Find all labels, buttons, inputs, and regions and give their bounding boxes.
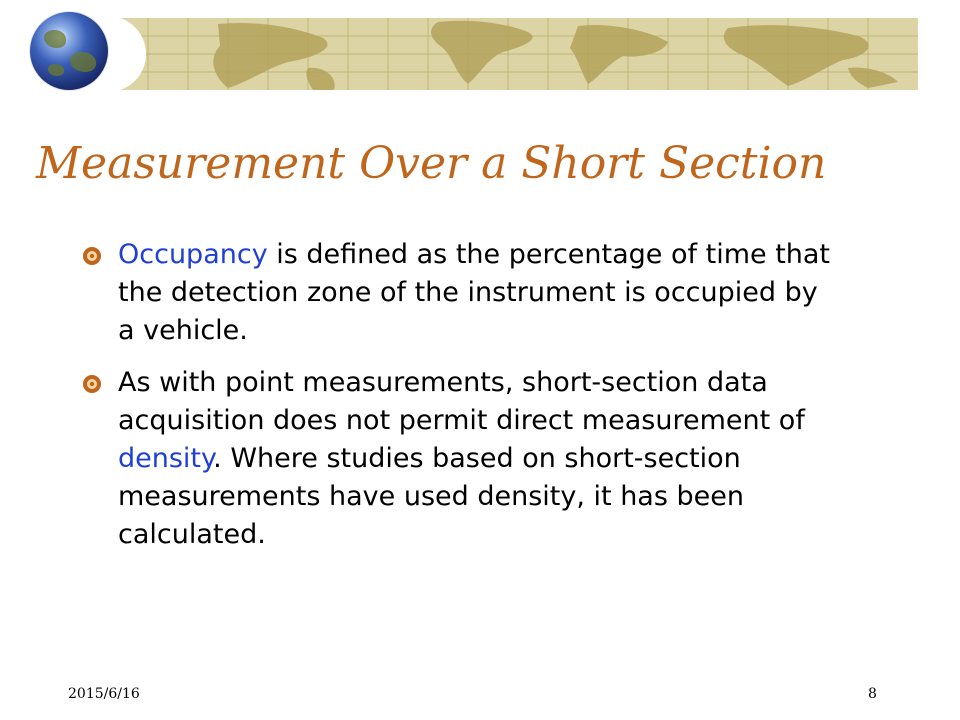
page-number: 8 bbox=[868, 686, 877, 702]
sun-gear-bullet-icon bbox=[82, 246, 102, 266]
world-map-banner bbox=[108, 18, 918, 90]
bullet-text: is defined as the percentage of time that the detection zone of the instrument is occupied by a vehicle. bbox=[118, 239, 831, 346]
bullet-list bbox=[82, 236, 842, 568]
term-occupancy: Occupancy bbox=[118, 239, 268, 270]
bullet-text-after: . Where studies based on short-section measurements have used density, it has been calculated. bbox=[118, 443, 744, 550]
bullet-occupancy bbox=[82, 236, 842, 350]
globe-icon bbox=[30, 12, 108, 90]
slide-title: Measurement Over a Short Section bbox=[36, 138, 827, 189]
footer-date: 2015/6/16 bbox=[68, 686, 140, 702]
sun-gear-bullet-icon bbox=[82, 374, 102, 394]
map-grid bbox=[108, 18, 918, 90]
term-density: density bbox=[118, 443, 214, 474]
bullet-short-section bbox=[82, 364, 842, 554]
bullet-text-before: As with point measurements, short-section data acquisition does not permit direct measurement of bbox=[118, 367, 805, 436]
